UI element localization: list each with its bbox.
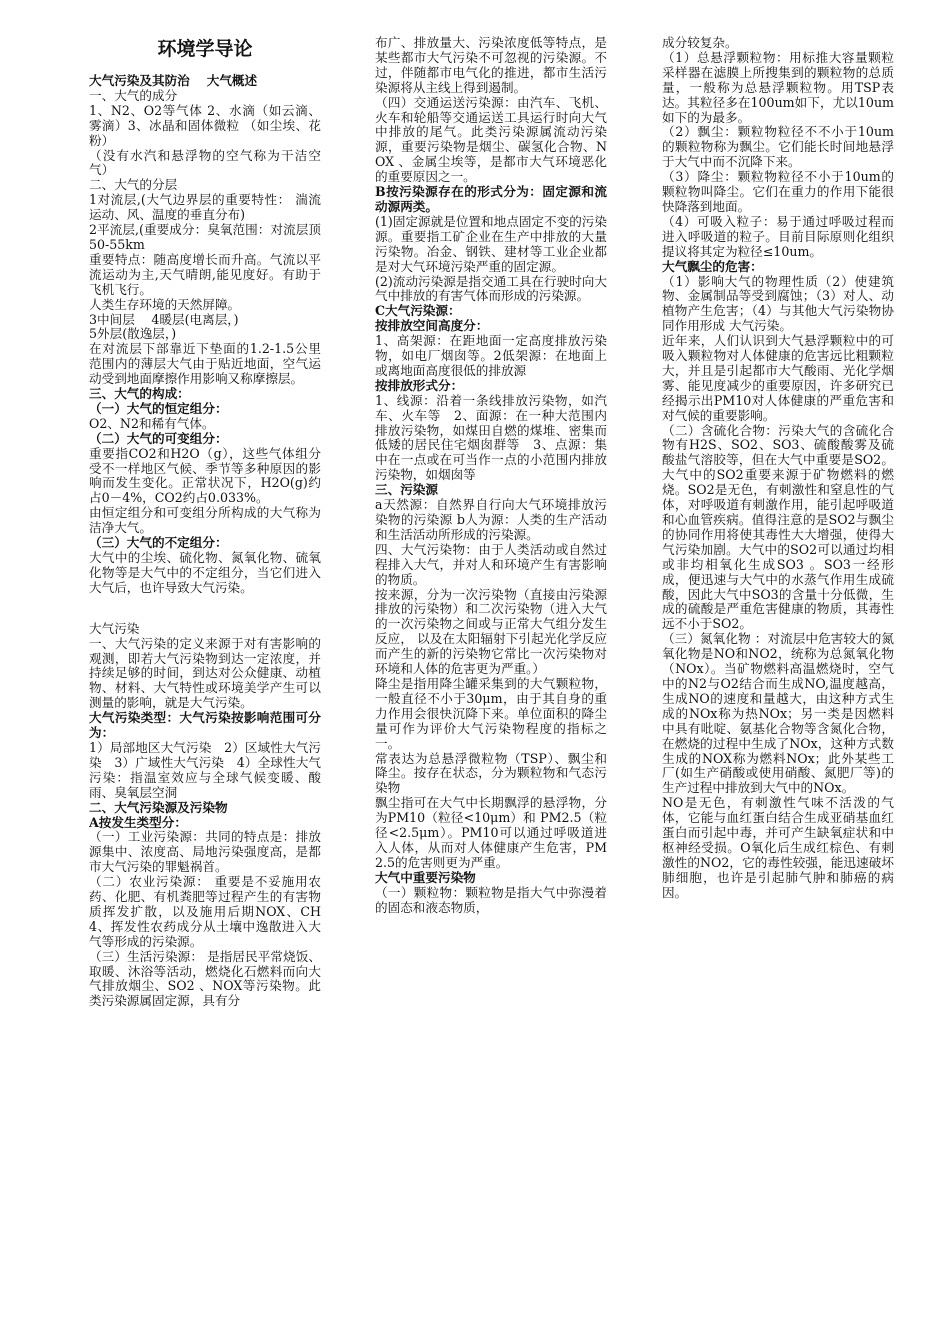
paragraph: 飘尘指可在大气中长期飘浮的悬浮物，分为PM10（粒径<10μm）和 PM2.5（粒径<2.5μm）。PM10可以通过呼吸道进入人体，从而对人体健康产生危害，PM2.5的危害则更为严重。: [375, 795, 607, 870]
paragraph: 大气中重要污染物: [375, 869, 476, 885]
paragraph: 三、大气的构成：: [89, 386, 190, 402]
paragraph: （2）飘尘：颗粒物粒径不不小于10um的颗粒物称为飘尘。它们能长时间地悬浮于大气中而不沉降下来。: [662, 124, 894, 170]
paragraph: 1）局部地区大气污染 2）区域性大气污染 3）广域性大气污染 4）全球性大气污染：指温室效应与全球气候变暖、酸雨、臭氧层空洞: [89, 739, 321, 800]
paragraph: a天然源：自然界自行向大气环境排放污染物的污染源 b人为源：人类的生产活动和生活活动所形成的污染源。: [375, 497, 607, 542]
paragraph: 5外层(散逸层，): [89, 326, 177, 342]
paragraph: 1、N2、O2等气体 2、水滴（如云滴、雾滴）3、冰晶和固体微粒 （如尘埃、花粉）: [89, 102, 321, 148]
paragraph: NO是无色，有刺激性气味不活泼的气体，它能与血红蛋白结合生成亚硝基血红蛋白而引起中毒，并可产生缺氧症状和中枢神经受损。O氧化后生成红棕色、有刺激性的NO2，它的毒性较强，能迅速破坏肺细胞，也许是引起肺气肿和肺癌的病因。: [662, 795, 894, 900]
paragraph: 大气污染及其防治 大气概述: [89, 73, 258, 88]
paragraph: （一）工业污染源：共同的特点是：排放源集中、浓度高、局地污染强度高，是都市大气污染的罪魁祸首。: [89, 829, 321, 875]
paragraph: 成分较复杂。: [662, 36, 738, 50]
document-title: 环境学导论: [157, 38, 253, 60]
paragraph: （二）农业污染源： 重要是不妥施用农药、化肥、有机粪肥等过程产生的有害物质挥发扩散，以及施用后期NOX、CH4、挥发性农药成分从土壤中逸散进入大气等形成的污染源。: [89, 874, 321, 949]
paragraph: 大气污染: [89, 620, 140, 636]
paragraph: 四、大气污染物：由于人类活动或自然过程排入大气，并对人和环境产生有害影响的物质。: [375, 541, 607, 587]
paragraph: （3）降尘：颗粒物粒径不小于10um的颗粒物叫降尘。它们在重力的作用下能很快降落到地面。: [662, 169, 894, 214]
paragraph: 人类生存环境的天然屏障。: [89, 296, 241, 312]
paragraph: （1）影响大气的物理性质（2）使建筑物、金属制品等受到腐蚀；（3）对人、动植物产生危害；（4）与其他大气污染物协同作用形成 大气污染。: [662, 273, 894, 334]
paragraph: 布广、排放量大、污染浓度低等特点，是某些都市大气污染不可忽视的污染源。不过，伴随都市电气化的推进，都市生活污染源将从主线上得到遏制。: [375, 36, 607, 95]
paragraph: 常表达为总悬浮微粒物（TSP）、飘尘和降尘。按存在状态，分为颗粒物和气态污染物: [375, 750, 607, 796]
paragraph: （一）大气的恒定组分：: [89, 400, 228, 416]
paragraph: （三）生活污染源： 是指居民平常烧饭、取暖、沐浴等活动，燃烧化石燃料而向大气排放烟尘、SO2 、NOX等污染物。此类污染源属固定源，具有分: [89, 948, 321, 1009]
paragraph: 按排放形式分：: [375, 377, 464, 393]
paragraph: C大气污染源：: [375, 303, 461, 319]
paragraph: B按污染源存在的形式分为：固定源和流动源两类。: [375, 184, 607, 214]
paragraph: 近年来，人们认识到大气悬浮颗粒中的可吸入颗粒物对人体健康的危害远比粗颗粒大，并且是引起都市大气酸雨、光化学烟雾、能见度减少的重要原因，许多研究已经揭示出PM10对人体健康的严重危害和对气候的重要影响。: [662, 333, 894, 423]
paragraph: （1）总悬浮颗粒物：用标推大容量颗粒采样器在滤膜上所搜集到的颗粒物的总质量，一般称为总悬浮颗粒物。用TSP表达。其粒径多在100um如下，尤以10um如下的为最多。: [662, 49, 894, 125]
paragraph: 1、高架源：在距地面一定高度排放污染物，如电厂烟囱等。2低架源：在地面上或离地面高度很低的排放源: [375, 333, 607, 378]
paragraph-spacer: [89, 596, 321, 622]
paragraph: 重要特点：随高度增长而升高。气流以平流运动为主,天气晴朗,能见度好。有助于飞机飞行。: [89, 251, 321, 297]
paragraph: 由恒定组分和可变组分所构成的大气称为洁净大气。: [89, 505, 321, 536]
paragraph: 二、大气的分层: [89, 177, 178, 193]
paragraph: 1、线源：沿着一条线排放污染物，如汽车、火车等 2、面源：在一种大范围内排放污染物，如煤田自燃的煤堆、密集而低矮的居民住宅烟囱群等 3、点源：集中在一点或在可当作一点的小范围内排放污染物，如烟囱等: [375, 392, 607, 483]
paragraph: 3中间层 4暖层(电离层，): [89, 311, 239, 327]
paragraph: 一、大气污染的定义来源于对有害影响的观测，即若大气污染物到达一定浓度，并持续足够的时间，到达对公众健康、动植物、材料、大气特性或环境美学产生可以测量的影响，就是大气污染。: [89, 635, 321, 711]
paragraph: （二）大气的可变组分：: [89, 430, 228, 446]
paragraph: 1对流层,(大气边界层的重要特性： 湍流运动、风、温度的垂直分布): [89, 192, 321, 223]
paragraph: 一、大气的成分: [89, 87, 178, 103]
text-column-3: [662, 36, 894, 1334]
paragraph: （三）氮氧化物 ：对流层中危害较大的氮氧化物是NO和NO2，统称为总氮氧化物（NOx）。当矿物燃料高温燃烧时，空气中的N2与O2结合而生成NO,温度越高，生成NO的速度和量越大，由这种方式生成的NOx称为热NOx；另一类是因燃料中具有吡啶、氨基化合物等含氮化合物，在燃烧的过程中生成了NOx，这种方式数生成的NOX称为燃料NOx；此外某些工厂(如生产硝酸或使用硝酸、氮肥厂等)的生产过程中排放到大气中的NOx。: [662, 631, 894, 796]
paragraph: 在对流层下部靠近下垫面的1.2-1.5公里范围内的薄层大气由于贴近地面，空气运动受到地面摩擦作用影响又称摩擦层。: [89, 341, 321, 387]
paragraph: 大气飘尘的危害：: [662, 258, 763, 274]
paragraph: 降尘是指用降尘罐采集到的大气颗粒物，一般直径不小于30μm，由于其自身的重力作用会很快沉降下来。单位面积的降尘量可作为评价大气污染物程度的指标之一。: [375, 675, 607, 751]
paragraph: 2平流层,(重要成分：臭氧范围：对流层顶50-55km: [89, 222, 321, 252]
paragraph: （没有水汽和悬浮物的空气称为干洁空气）: [89, 147, 321, 178]
paragraph: （4）可吸入粒子：易于通过呼吸过程而进入呼吸道的粒子。目前目际原则化组织提议将其定为粒径≤10um。: [662, 213, 894, 259]
paragraph: 三、污染源: [375, 482, 438, 498]
paragraph: (1)固定源就是位置和地点固定不变的污染源。重要指工矿企业在生产中排放的大量污染物。冶金、钢铁、建材等工业企业都是对大气环境污染严重的固定源。: [375, 213, 607, 274]
paragraph: （三）大气的不定组分：: [89, 535, 228, 551]
paragraph: A按发生类型分：: [89, 814, 187, 830]
paragraph: （四）交通运送污染源：由汽车、飞机、火车和轮船等交通运送工具运行时向大气中排放的尾气。此类污染源属流动污染源，重要污染物是烟尘、碳氢化合物、NOX 、金属尘埃等，是都市大气环境恶化的重要原因之一。: [375, 94, 607, 185]
paragraph: 按排放空间高度分：: [375, 318, 489, 334]
paragraph: （二）含硫化合物：污染大气的含硫化合物有H2S、SO2、SO3、硫酸酸雾及硫酸盐气溶胶等，但在大气中重要是SO2。 大气中的SO2重要来源于矿物燃料的燃烧。SO2是无色，有刺激性和窒息性的气体，对呼吸道有刺激作用，能引起呼吸道和心血管疾病。值得注意的是SO2与飘尘的协同作用将使其毒性大大增强，使得大气污染加剧。大气中的SO2可以通过均相或非均相氧化生成SO3 。SO3一经形成，便迅速与大气中的水蒸气作用生成硫酸，因此大气中SO3的含量十分低微，生成的硫酸是严重危害健康的物质，其毒性远不小于SO2。: [662, 422, 894, 632]
paragraph: (2)流动污染源是指交通工具在行驶时向大气中排放的有害气体而形成的污染源。: [375, 273, 607, 304]
paragraph: 大气中的尘埃、硫化物、氮氧化物、硫氧化物等是大气中的不定组分，当它们进入大气后，也许导致大气污染。: [89, 550, 321, 595]
paragraph: 按来源，分为一次污染物（直接由污染源排放的污染物）和二次污染物（进入大气的一次污染物之间或与正常大气组分发生反应， 以及在太阳辐射下引起光化学反应而产生的新的污染物它常比一次污染物对环境和人体的危害更为严重。）: [375, 586, 607, 677]
paragraph: （一）颗粒物：颗粒物是指大气中弥漫着的固态和液态物质，: [375, 884, 607, 915]
paragraph: 重要指CO2和H2O（g），这些气体组分受不一样地区气候、季节等多种原因的影响而发生变化。正常状况下，H2O(g)约占0－4%，CO2约占0.033%。: [89, 445, 321, 506]
paragraph: O2、N2和稀有气体。: [89, 415, 215, 431]
paragraph: 二、大气污染源及污染物: [89, 799, 228, 815]
text-column-2: [375, 36, 607, 1334]
text-column-1: [89, 36, 321, 1334]
paragraph: 大气污染类型：大气污染按影响范围可分为：: [89, 710, 321, 741]
